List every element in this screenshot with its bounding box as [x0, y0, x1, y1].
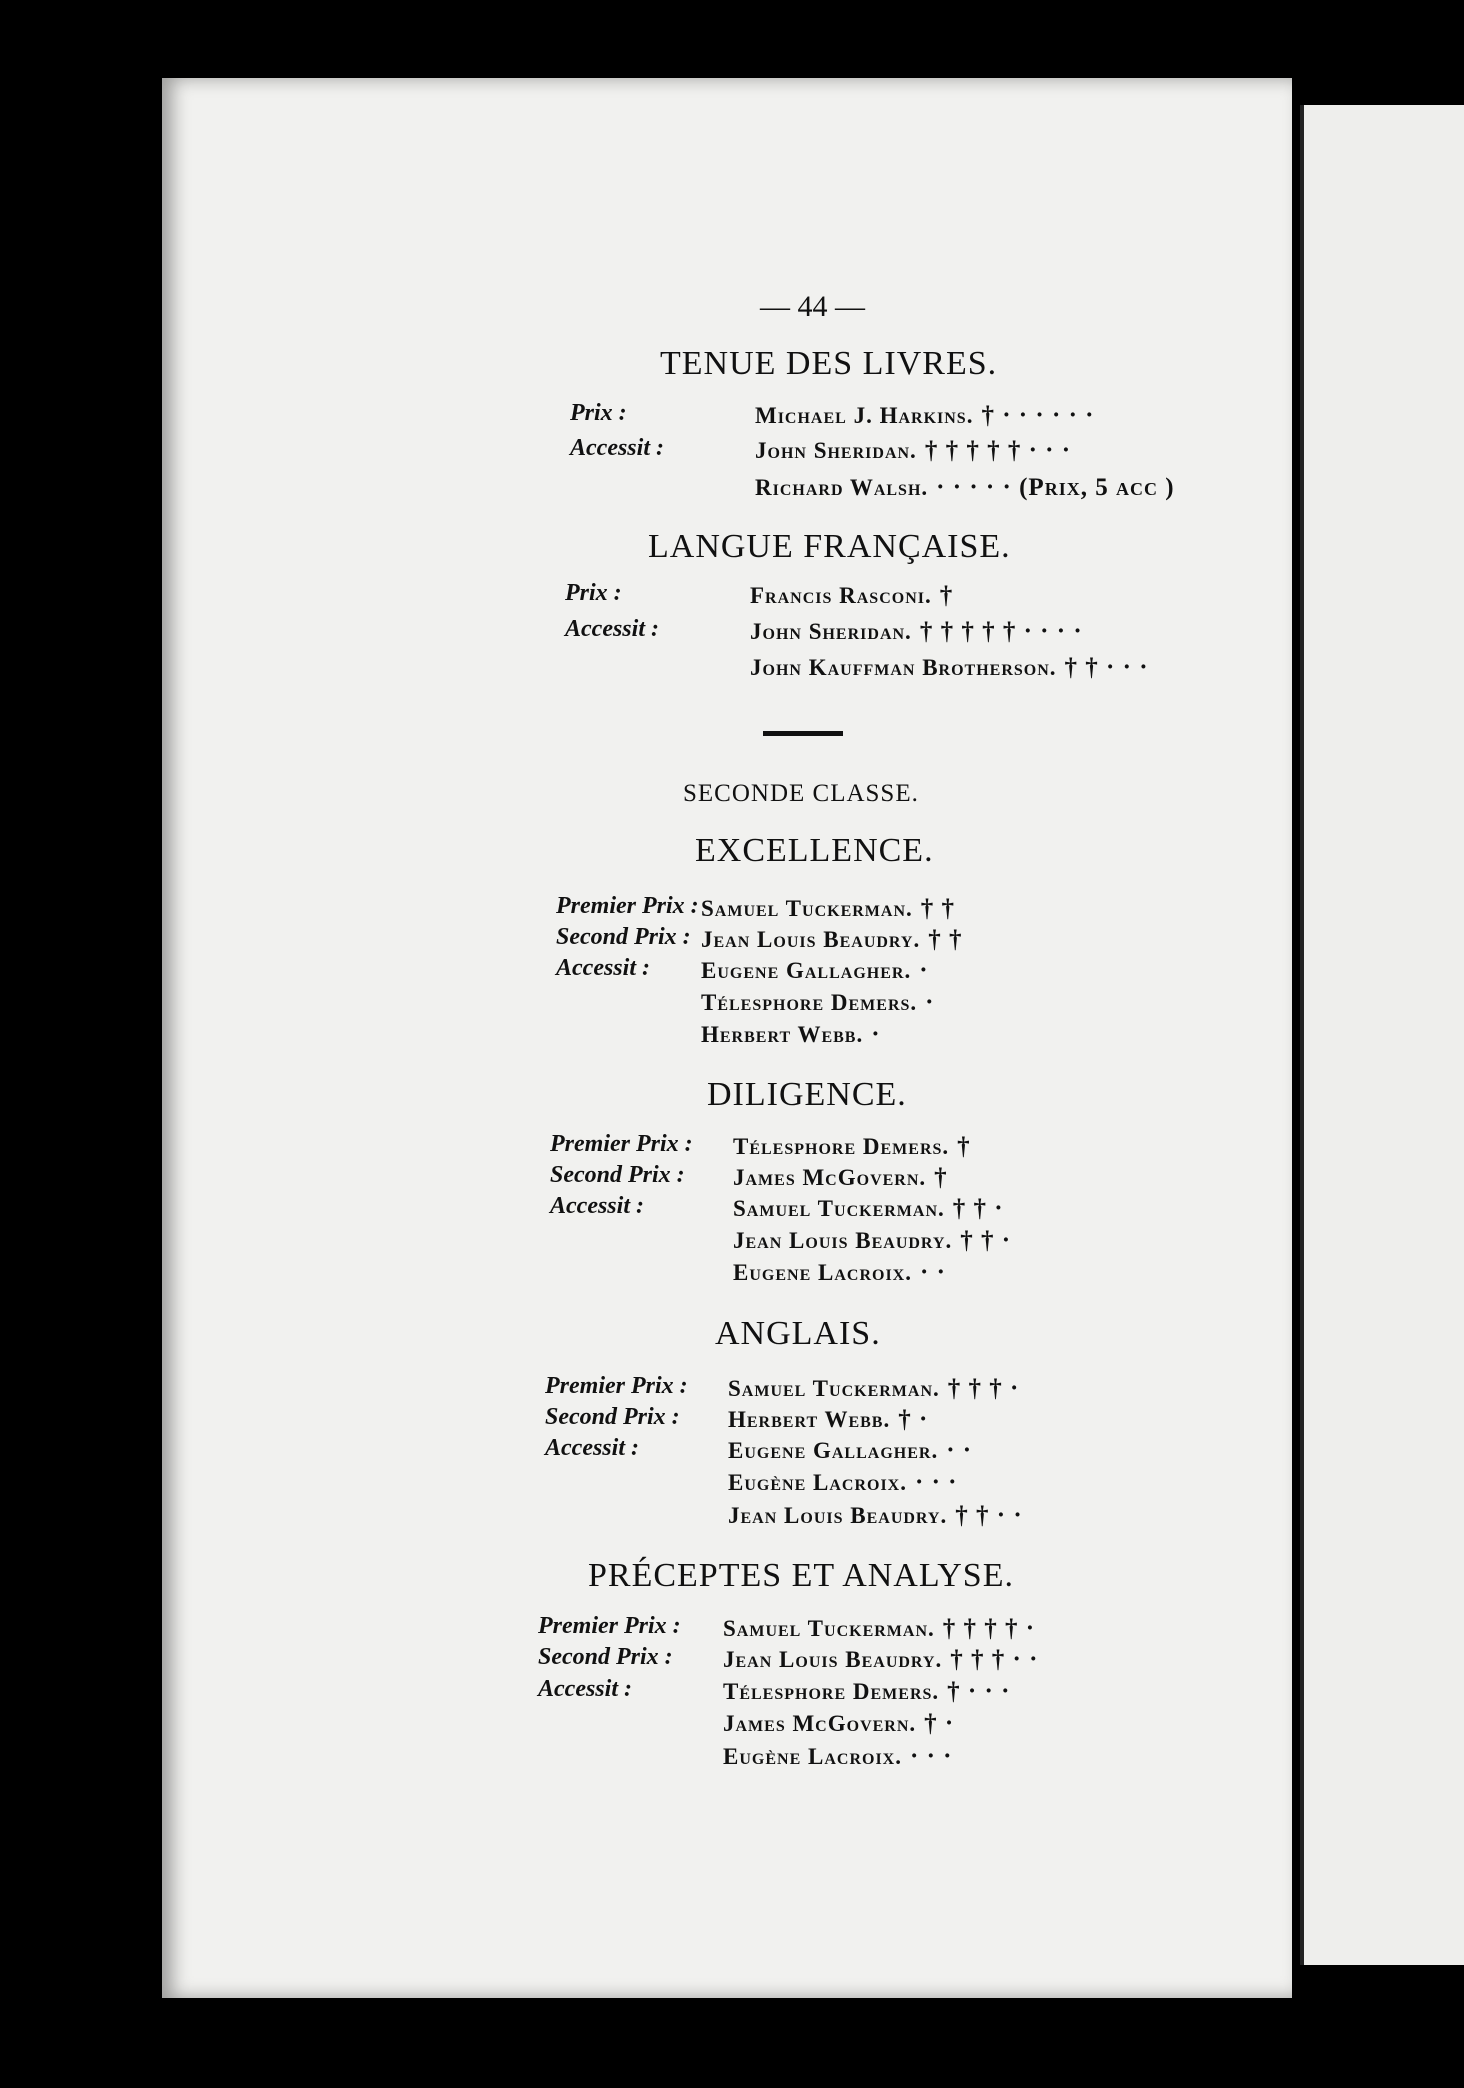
awardee: Herbert Webb. · [701, 1021, 881, 1048]
award-marks: · · [946, 1437, 973, 1464]
award-label: Second Prix : [538, 1644, 673, 1670]
award-label: Accessit : [565, 616, 659, 642]
award-marks: † † † † · [942, 1615, 1036, 1642]
awardee: Samuel Tuckerman. † † † † · [723, 1615, 1036, 1642]
award-label: Accessit : [550, 1193, 644, 1219]
award-marks: · · · [914, 1469, 958, 1496]
award-marks: † † † · [947, 1375, 1020, 1402]
award-label: Second Prix : [556, 924, 691, 950]
page-number: — 44 — [760, 290, 865, 323]
awardee: Télesphore Demers. · [701, 989, 935, 1016]
award-marks: † [939, 582, 954, 609]
award-label: Accessit : [570, 435, 664, 461]
awardee: Eugène Lacroix. · · · [728, 1469, 958, 1496]
award-marks: † † · · · [1064, 654, 1149, 681]
award-marks: · [919, 957, 929, 984]
award-marks: † † · [960, 1227, 1012, 1254]
award-label: Premier Prix : [545, 1373, 688, 1399]
award-label: Prix : [570, 400, 627, 426]
award-marks: † · [924, 1710, 955, 1737]
award-marks: † † · · [955, 1502, 1023, 1529]
section-title-preceptes-et-analyse: PRÉCEPTES ET ANALYSE. [588, 1557, 1014, 1594]
award-marks: † † † † † · · · [924, 437, 1072, 464]
award-marks: † [957, 1133, 971, 1160]
award-label: Premier Prix : [556, 893, 699, 919]
awardee: Michael J. Harkins. † · · · · · · [755, 402, 1095, 429]
awardee: John Kauffman Brotherson. † † · · · [750, 654, 1149, 681]
awardee: Samuel Tuckerman. † † † · [728, 1375, 1020, 1402]
award-label: Second Prix : [550, 1162, 685, 1188]
section-title-anglais: ANGLAIS. [715, 1315, 881, 1352]
award-marks: † † · [952, 1195, 1004, 1222]
award-marks: † · · · · · · [981, 402, 1095, 429]
section-title-excellence: EXCELLENCE. [695, 832, 934, 869]
awardee: Eugene Lacroix. · · [733, 1259, 946, 1286]
award-label: Second Prix : [545, 1404, 680, 1430]
award-marks: † · · · [947, 1678, 1011, 1705]
awardee: James McGovern. † [733, 1164, 948, 1191]
award-label: Premier Prix : [550, 1131, 693, 1157]
award-label: Prix : [565, 580, 622, 606]
awardee: Jean Louis Beaudry. † † † · · [723, 1646, 1039, 1673]
award-marks: † † † · · [950, 1646, 1039, 1673]
adjacent-page-edge [1300, 105, 1464, 1965]
award-label: Accessit : [538, 1676, 632, 1702]
awardee: Jean Louis Beaudry. † † [701, 926, 963, 953]
awardee: James McGovern. † · [723, 1710, 955, 1737]
section-divider [763, 731, 843, 736]
awardee: Samuel Tuckerman. † † · [733, 1195, 1004, 1222]
awardee: Jean Louis Beaudry. † † · [733, 1227, 1012, 1254]
awardee: Richard Walsh. · · · · · (Prix, 5 acc ) [755, 474, 1175, 501]
section-title-diligence: DILIGENCE. [707, 1076, 907, 1113]
awardee: John Sheridan. † † † † † · · · [755, 437, 1072, 464]
award-marks: · [925, 989, 935, 1016]
award-label: Premier Prix : [538, 1613, 681, 1639]
awardee: Eugene Gallagher. · [701, 957, 929, 984]
award-marks: † · [898, 1406, 929, 1433]
class-header: SECONDE CLASSE. [683, 780, 919, 807]
awardee: Eugene Gallagher. · · [728, 1437, 973, 1464]
awardee: Samuel Tuckerman. † † [701, 895, 956, 922]
awardee: Eugène Lacroix. · · · [723, 1743, 953, 1770]
award-marks: † † [920, 895, 956, 922]
award-label: Accessit : [556, 955, 650, 981]
awardee: Francis Rasconi. † [750, 582, 954, 609]
award-marks: · [871, 1021, 881, 1048]
section-title-tenue-des-livres: TENUE DES LIVRES. [660, 345, 998, 382]
awardee: Télesphore Demers. † · · · [723, 1678, 1011, 1705]
award-marks: † [934, 1164, 948, 1191]
award-label: Accessit : [545, 1435, 639, 1461]
award-marks: · · · [909, 1743, 953, 1770]
awardee: Herbert Webb. † · [728, 1406, 929, 1433]
awardee: Jean Louis Beaudry. † † · · [728, 1502, 1023, 1529]
award-marks: † † † † † · · · · [919, 618, 1083, 645]
awardee: John Sheridan. † † † † † · · · · [750, 618, 1083, 645]
award-marks: · · · · · (Prix, 5 acc ) [936, 474, 1175, 501]
award-marks: · · [919, 1259, 946, 1286]
section-title-langue-francaise: LANGUE FRANÇAISE. [648, 528, 1011, 565]
award-marks: † † [928, 926, 963, 953]
awardee: Télesphore Demers. † [733, 1133, 971, 1160]
